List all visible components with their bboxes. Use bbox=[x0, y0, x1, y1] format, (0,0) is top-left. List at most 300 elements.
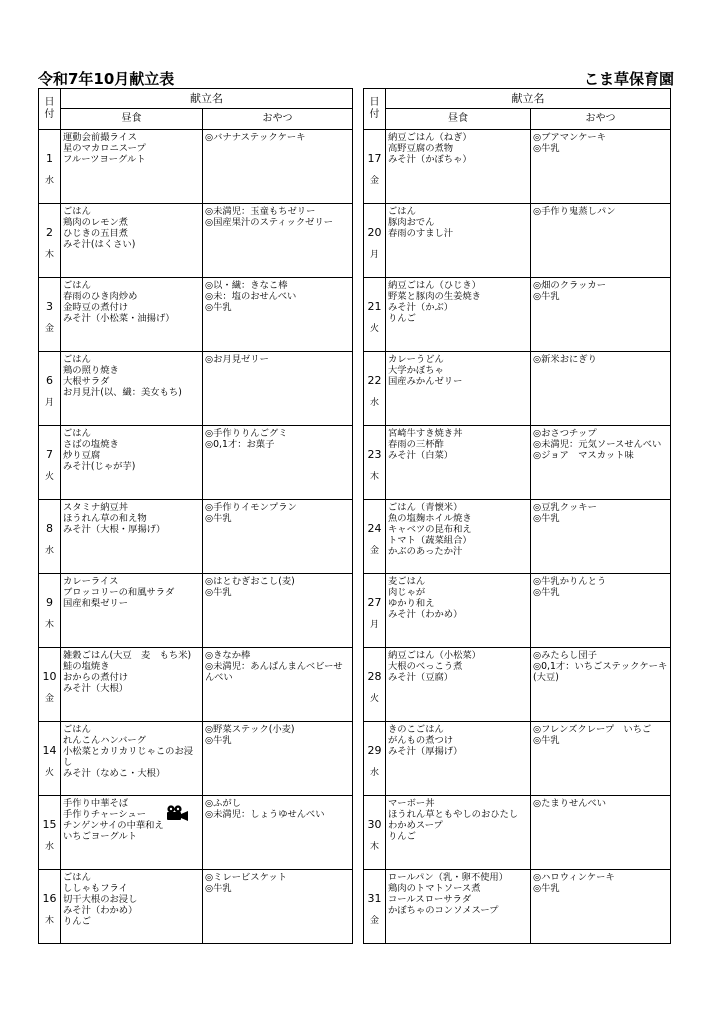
lunch-list bbox=[386, 278, 530, 324]
day-header-label-1: 日 bbox=[369, 97, 380, 108]
day-weekday: 金 bbox=[369, 175, 379, 186]
lunch-item: 金時豆の煮付け bbox=[63, 302, 129, 313]
day-cell bbox=[364, 648, 386, 722]
menu-table-right bbox=[363, 88, 671, 944]
lunch-list bbox=[386, 648, 530, 683]
lunch-cell bbox=[386, 130, 531, 204]
day-weekday: 水 bbox=[44, 841, 54, 852]
day-cell bbox=[39, 352, 61, 426]
lunch-item: 運動会前撮ライス bbox=[63, 132, 138, 143]
day-cell bbox=[39, 870, 61, 944]
lunch-list bbox=[61, 426, 202, 472]
day-number: 29 bbox=[367, 743, 382, 757]
snack-item: ◎手作りイモンプラン bbox=[205, 502, 297, 513]
day-cell bbox=[39, 500, 61, 574]
snack-cell bbox=[203, 796, 353, 870]
snack-list bbox=[203, 500, 352, 524]
lunch-list bbox=[61, 870, 202, 927]
lunch-cell bbox=[61, 352, 203, 426]
day-number: 6 bbox=[46, 373, 53, 387]
lunch-cell bbox=[386, 870, 531, 944]
day-number: 17 bbox=[367, 151, 382, 165]
lunch-cell bbox=[61, 204, 203, 278]
lunch-item: おからの煮付け bbox=[63, 672, 129, 683]
snack-item: ◎ミレービスケット bbox=[205, 872, 288, 883]
snack-item: ◎お月見ゼリー bbox=[205, 354, 269, 365]
lunch-item: 春雨の三杯酢 bbox=[388, 439, 444, 450]
day-cell bbox=[364, 426, 386, 500]
day-weekday: 木 bbox=[44, 249, 54, 260]
lunch-list bbox=[61, 130, 202, 165]
day-header-label-2: 付 bbox=[44, 109, 55, 120]
lunch-item: 麦ごはん bbox=[388, 576, 426, 587]
snack-item: ◎牛乳 bbox=[533, 291, 560, 302]
snack-item: ◎畑のクラッカー bbox=[533, 280, 607, 291]
day-number: 22 bbox=[367, 373, 382, 387]
day-weekday: 金 bbox=[44, 323, 54, 334]
lunch-item: カレーうどん bbox=[388, 354, 444, 365]
lunch-item: みそ汁（大根・厚揚げ） bbox=[63, 524, 166, 535]
lunch-item: ごはん bbox=[63, 354, 91, 365]
day-number: 27 bbox=[367, 595, 382, 609]
day-cell bbox=[39, 426, 61, 500]
lunch-cell bbox=[386, 204, 531, 278]
snack-cell bbox=[531, 796, 671, 870]
snack-cell bbox=[531, 870, 671, 944]
lunch-item: ごはん bbox=[63, 206, 91, 217]
snack-cell bbox=[531, 648, 671, 722]
day-weekday: 金 bbox=[369, 915, 379, 926]
snack-item: ◎未満児：あんぱんまんベビーせんべい bbox=[205, 661, 343, 683]
day-row bbox=[364, 130, 671, 204]
lunch-cell bbox=[61, 870, 203, 944]
lunch-item: ごはん bbox=[63, 724, 91, 735]
snack-list bbox=[203, 352, 352, 365]
lunch-item: 小松菜とカリカリじゃこのお浸し bbox=[63, 746, 194, 768]
day-row bbox=[364, 722, 671, 796]
day-row bbox=[39, 870, 353, 944]
snack-item: ◎はとむぎおこし(麦) bbox=[205, 576, 295, 587]
lunch-item: 国産和梨ゼリー bbox=[63, 598, 129, 609]
lunch-item: フルーツヨーグルト bbox=[63, 154, 146, 165]
lunch-item: りんご bbox=[388, 313, 416, 324]
day-number: 2 bbox=[46, 225, 53, 239]
snack-header: おやつ bbox=[531, 109, 671, 130]
snack-list bbox=[531, 352, 670, 365]
lunch-item: マーボー丼 bbox=[388, 798, 435, 809]
snack-item: ◎牛乳 bbox=[533, 883, 560, 894]
snack-item: ◎新米おにぎり bbox=[533, 354, 597, 365]
day-number: 24 bbox=[367, 521, 382, 535]
day-weekday: 木 bbox=[369, 471, 379, 482]
lunch-item: みそ汁（豆腐） bbox=[388, 672, 454, 683]
lunch-item: りんご bbox=[388, 831, 416, 842]
day-cell bbox=[39, 722, 61, 796]
lunch-item: れんこんハンバーグ bbox=[63, 735, 147, 746]
lunch-list bbox=[61, 500, 202, 535]
lunch-list bbox=[386, 426, 530, 461]
day-number: 3 bbox=[46, 299, 53, 313]
snack-cell bbox=[203, 500, 353, 574]
snack-cell bbox=[203, 426, 353, 500]
day-number: 20 bbox=[367, 225, 382, 239]
lunch-list bbox=[386, 722, 530, 757]
day-weekday: 木 bbox=[44, 619, 54, 630]
snack-list bbox=[203, 648, 352, 683]
day-number: 9 bbox=[46, 595, 53, 609]
lunch-item: ひじきの五目煮 bbox=[63, 228, 129, 239]
day-number: 28 bbox=[367, 669, 382, 683]
snack-cell bbox=[531, 130, 671, 204]
day-number: 14 bbox=[42, 743, 57, 757]
lunch-item: みそ汁(じゃが芋) bbox=[63, 461, 136, 472]
snack-list bbox=[531, 130, 670, 154]
snack-item: ◎0,1才：いちごステックケーキ(大豆) bbox=[533, 661, 668, 683]
lunch-item: お月見汁(以、繊：美女もち) bbox=[63, 387, 182, 398]
snack-item: ◎手作り鬼蒸しパン bbox=[533, 206, 616, 217]
day-row bbox=[364, 426, 671, 500]
snack-list bbox=[203, 870, 352, 894]
day-weekday: 月 bbox=[369, 619, 379, 630]
lunch-item: 納豆ごはん（ねぎ） bbox=[388, 132, 472, 143]
lunch-header: 昼食 bbox=[61, 109, 203, 130]
menu-name-header: 献立名 bbox=[61, 89, 353, 109]
day-header bbox=[364, 89, 386, 130]
snack-cell bbox=[531, 278, 671, 352]
day-weekday: 火 bbox=[369, 323, 379, 334]
day-header-label-1: 日 bbox=[44, 97, 55, 108]
day-number: 31 bbox=[367, 891, 382, 905]
snack-cell bbox=[531, 500, 671, 574]
snack-item: ◎牛乳 bbox=[205, 883, 232, 894]
lunch-item: みそ汁（かぶ） bbox=[388, 302, 454, 313]
lunch-item: 納豆ごはん（小松菜） bbox=[388, 650, 481, 661]
snack-item: ◎以・繊：きなこ棒 bbox=[205, 280, 288, 291]
day-row bbox=[39, 278, 353, 352]
snack-list bbox=[531, 426, 670, 461]
lunch-cell bbox=[61, 500, 203, 574]
lunch-header: 昼食 bbox=[386, 109, 531, 130]
lunch-item: ほうれん草の和え物 bbox=[63, 513, 147, 524]
day-row bbox=[364, 352, 671, 426]
day-row bbox=[39, 352, 353, 426]
day-row bbox=[39, 426, 353, 500]
lunch-list bbox=[61, 352, 202, 398]
lunch-item: がんもの煮つけ bbox=[388, 735, 454, 746]
snack-cell bbox=[203, 278, 353, 352]
snack-cell bbox=[203, 204, 353, 278]
day-weekday: 木 bbox=[44, 915, 54, 926]
lunch-item: きのこごはん bbox=[388, 724, 444, 735]
day-weekday: 火 bbox=[369, 693, 379, 704]
video-camera-icon bbox=[165, 804, 189, 822]
day-row bbox=[39, 648, 353, 722]
snack-cell bbox=[531, 722, 671, 796]
lunch-item: 鶏の照り焼き bbox=[63, 365, 119, 376]
snack-item: ◎牛乳かりんとう bbox=[533, 576, 607, 587]
lunch-item: ししゃもフライ bbox=[63, 883, 128, 894]
lunch-cell bbox=[61, 648, 203, 722]
snack-item: ◎ふがし bbox=[205, 798, 242, 809]
day-weekday: 金 bbox=[369, 545, 379, 556]
snack-item: ◎バナナステックケーキ bbox=[205, 132, 306, 143]
lunch-list bbox=[61, 648, 202, 694]
day-weekday: 水 bbox=[369, 397, 379, 408]
snack-list bbox=[531, 648, 670, 683]
lunch-cell bbox=[61, 574, 203, 648]
snack-item: ◎牛乳 bbox=[205, 513, 232, 524]
snack-item: ◎野菜ステック(小麦) bbox=[205, 724, 295, 735]
day-row bbox=[39, 796, 353, 870]
day-number: 21 bbox=[367, 299, 382, 313]
snack-list bbox=[531, 278, 670, 302]
snack-item: ◎国産果汁のスティックゼリー bbox=[205, 217, 334, 228]
snack-list bbox=[531, 204, 670, 217]
lunch-cell bbox=[386, 722, 531, 796]
day-header-label-2: 付 bbox=[369, 109, 380, 120]
lunch-item: 炒り豆腐 bbox=[63, 450, 101, 461]
lunch-item: いちごヨーグルト bbox=[63, 831, 138, 842]
lunch-item: 宮崎牛すき焼き丼 bbox=[388, 428, 463, 439]
snack-item: ◎手作りりんごグミ bbox=[205, 428, 288, 439]
lunch-list bbox=[61, 204, 202, 250]
lunch-item: みそ汁（わかめ） bbox=[63, 905, 138, 916]
day-number: 30 bbox=[367, 817, 382, 831]
lunch-list bbox=[61, 574, 202, 609]
lunch-item: ごはん bbox=[388, 206, 416, 217]
lunch-item: ゆかり和え bbox=[388, 598, 435, 609]
snack-list bbox=[203, 130, 352, 143]
lunch-cell bbox=[61, 278, 203, 352]
day-row bbox=[364, 500, 671, 574]
lunch-item: 鶏肉のトマトソース煮 bbox=[388, 883, 481, 894]
lunch-item: みそ汁(はくさい) bbox=[63, 239, 136, 250]
day-cell bbox=[39, 130, 61, 204]
day-row bbox=[364, 870, 671, 944]
day-number: 10 bbox=[42, 669, 57, 683]
lunch-cell bbox=[386, 574, 531, 648]
page-title: 令和7年10月献立表 bbox=[38, 70, 175, 88]
day-row bbox=[364, 796, 671, 870]
lunch-list bbox=[386, 796, 530, 842]
snack-item: ◎きなか棒 bbox=[205, 650, 251, 661]
lunch-item: 切干大根のお浸し bbox=[63, 894, 138, 905]
lunch-cell bbox=[61, 722, 203, 796]
lunch-item: みそ汁（白菜） bbox=[388, 450, 454, 461]
snack-cell bbox=[203, 352, 353, 426]
lunch-item: ごはん bbox=[63, 428, 91, 439]
day-row bbox=[39, 574, 353, 648]
lunch-item: 納豆ごはん（ひじき） bbox=[388, 280, 481, 291]
lunch-item: スタミナ納豆丼 bbox=[63, 502, 129, 513]
lunch-item: みそ汁（かぼちゃ） bbox=[388, 154, 472, 165]
snack-cell bbox=[531, 204, 671, 278]
lunch-item: 国産みかんゼリー bbox=[388, 376, 463, 387]
lunch-item: 鶏肉のレモン煮 bbox=[63, 217, 129, 228]
lunch-item: みそ汁（小松菜・油揚げ） bbox=[63, 313, 175, 324]
lunch-item: 野菜と豚肉の生姜焼き bbox=[388, 291, 481, 302]
day-cell bbox=[364, 722, 386, 796]
day-row bbox=[39, 204, 353, 278]
snack-item: ◎たまりせんべい bbox=[533, 798, 607, 809]
snack-list bbox=[203, 426, 352, 450]
lunch-list bbox=[386, 130, 530, 165]
snack-list bbox=[531, 870, 670, 894]
lunch-item: ほうれん草ともやしのおひたし bbox=[388, 809, 519, 820]
lunch-item: かぶのあったか汁 bbox=[388, 546, 463, 557]
lunch-item: 魚の塩麹ホイル焼き bbox=[388, 513, 472, 524]
snack-item: ◎未満児：しょうゆせんべい bbox=[205, 809, 325, 820]
snack-list bbox=[203, 722, 352, 746]
day-row bbox=[39, 722, 353, 796]
snack-list bbox=[531, 796, 670, 809]
snack-list bbox=[531, 500, 670, 524]
snack-header: おやつ bbox=[203, 109, 353, 130]
day-cell bbox=[39, 574, 61, 648]
day-cell bbox=[364, 796, 386, 870]
day-cell bbox=[364, 500, 386, 574]
day-row bbox=[364, 574, 671, 648]
day-number: 15 bbox=[42, 817, 57, 831]
lunch-item: みそ汁（厚揚げ） bbox=[388, 746, 463, 757]
lunch-list bbox=[386, 574, 530, 620]
snack-list bbox=[203, 574, 352, 598]
lunch-item: カレーライス bbox=[63, 576, 119, 587]
lunch-item: みそ汁（大根） bbox=[63, 683, 129, 694]
lunch-item: トマト（蔬菜組合） bbox=[388, 535, 472, 546]
snack-cell bbox=[203, 574, 353, 648]
lunch-item: ごはん bbox=[63, 280, 91, 291]
snack-item: ◎みたらし団子 bbox=[533, 650, 597, 661]
lunch-item: 大学かぼちゃ bbox=[388, 365, 444, 376]
snack-item: ◎ハロウィンケーキ bbox=[533, 872, 615, 883]
lunch-item: みそ汁（わかめ） bbox=[388, 609, 463, 620]
day-number: 7 bbox=[46, 447, 53, 461]
snack-item: ◎ジョア マスカット味 bbox=[533, 450, 634, 461]
lunch-item: 高野豆腐の煮物 bbox=[388, 143, 454, 154]
day-number: 1 bbox=[46, 151, 53, 165]
day-weekday: 水 bbox=[369, 767, 379, 778]
lunch-list bbox=[61, 722, 202, 779]
lunch-cell bbox=[386, 278, 531, 352]
snack-item: ◎おさつチップ bbox=[533, 428, 597, 439]
snack-cell bbox=[203, 722, 353, 796]
day-weekday: 水 bbox=[44, 175, 54, 186]
day-weekday: 水 bbox=[44, 545, 54, 556]
lunch-item: キャベツの昆布和え bbox=[388, 524, 472, 535]
day-cell bbox=[364, 130, 386, 204]
lunch-item: 手作り中華そば bbox=[63, 798, 129, 809]
day-weekday: 月 bbox=[369, 249, 379, 260]
lunch-item: 大根サラダ bbox=[63, 376, 110, 387]
day-row bbox=[364, 278, 671, 352]
lunch-list bbox=[386, 352, 530, 387]
day-cell bbox=[39, 648, 61, 722]
snack-cell bbox=[531, 352, 671, 426]
day-row bbox=[39, 500, 353, 574]
snack-list bbox=[203, 204, 352, 228]
day-number: 8 bbox=[46, 521, 53, 535]
day-number: 23 bbox=[367, 447, 382, 461]
snack-item: ◎未満児：元気ソースせんべい bbox=[533, 439, 662, 450]
snack-item: ◎ブアマンケーキ bbox=[533, 132, 607, 143]
lunch-item: コールスローサラダ bbox=[388, 894, 472, 905]
day-number: 16 bbox=[42, 891, 57, 905]
day-row bbox=[364, 648, 671, 722]
lunch-item: 春雨のひき肉炒め bbox=[63, 291, 138, 302]
snack-item: ◎未満児：玉童もちゼリー bbox=[205, 206, 316, 217]
lunch-list bbox=[61, 278, 202, 324]
lunch-item: チンゲンサイの中華和え bbox=[63, 820, 164, 831]
lunch-list bbox=[386, 870, 530, 916]
lunch-item: 豚肉おでん bbox=[388, 217, 435, 228]
menu-table-left bbox=[38, 88, 353, 944]
lunch-item: さばの塩焼き bbox=[63, 439, 119, 450]
lunch-cell bbox=[61, 130, 203, 204]
day-cell bbox=[364, 870, 386, 944]
snack-item: ◎牛乳 bbox=[533, 587, 560, 598]
snack-list bbox=[531, 722, 670, 746]
snack-item: ◎0,1才：お菓子 bbox=[205, 439, 275, 450]
day-row bbox=[39, 130, 353, 204]
lunch-cell bbox=[386, 796, 531, 870]
snack-list bbox=[531, 574, 670, 598]
snack-item: ◎牛乳 bbox=[533, 735, 560, 746]
day-cell bbox=[39, 278, 61, 352]
nursery-name: こま草保育園 bbox=[583, 70, 674, 88]
lunch-cell bbox=[386, 648, 531, 722]
day-weekday: 火 bbox=[44, 471, 54, 482]
snack-item: ◎未：塩のおせんべい bbox=[205, 291, 297, 302]
snack-item: ◎牛乳 bbox=[205, 735, 232, 746]
snack-list bbox=[203, 278, 352, 313]
lunch-item: 星のマカロニスープ bbox=[63, 143, 146, 154]
day-cell bbox=[364, 278, 386, 352]
day-row bbox=[364, 204, 671, 278]
lunch-cell bbox=[386, 426, 531, 500]
day-weekday: 金 bbox=[44, 693, 54, 704]
lunch-cell bbox=[61, 426, 203, 500]
lunch-item: ごはん bbox=[63, 872, 91, 883]
lunch-item: 鮭の塩焼き bbox=[63, 661, 110, 672]
lunch-item: 大根のべっこう煮 bbox=[388, 661, 463, 672]
day-weekday: 木 bbox=[369, 841, 379, 852]
day-cell bbox=[364, 204, 386, 278]
snack-cell bbox=[203, 648, 353, 722]
snack-item: ◎豆乳クッキー bbox=[533, 502, 597, 513]
lunch-item: わかめスープ bbox=[388, 820, 443, 831]
lunch-item: ブロッコリーの和風サラダ bbox=[63, 587, 175, 598]
snack-item: ◎牛乳 bbox=[205, 302, 232, 313]
menu-name-header: 献立名 bbox=[386, 89, 671, 109]
snack-cell bbox=[203, 870, 353, 944]
lunch-item: ごはん（青懐米） bbox=[388, 502, 463, 513]
day-cell bbox=[39, 204, 61, 278]
lunch-list bbox=[386, 500, 530, 557]
lunch-list bbox=[386, 204, 530, 239]
lunch-item: ロールパン（乳・卵不使用） bbox=[388, 872, 509, 883]
lunch-item: みそ汁（なめこ・大根） bbox=[63, 768, 166, 779]
day-cell bbox=[39, 796, 61, 870]
snack-item: ◎牛乳 bbox=[533, 513, 560, 524]
snack-list bbox=[203, 796, 352, 820]
lunch-item: 春雨のすまし汁 bbox=[388, 228, 454, 239]
lunch-cell bbox=[386, 500, 531, 574]
lunch-item: かぼちゃのコンソメスープ bbox=[388, 905, 499, 916]
day-weekday: 月 bbox=[44, 397, 54, 408]
lunch-item: りんご bbox=[63, 916, 91, 927]
day-cell bbox=[364, 352, 386, 426]
